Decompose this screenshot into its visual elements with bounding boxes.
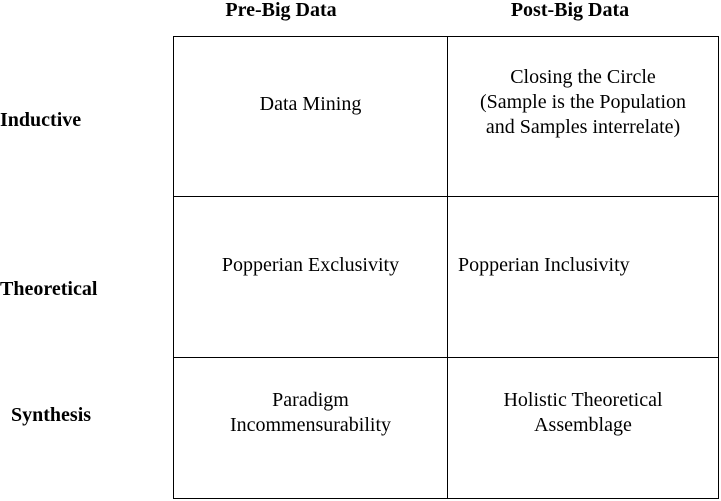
- cell-theoretical-post: [458, 253, 708, 278]
- cell-text-popperian-inclusivity: Popperian Inclusivity: [458, 254, 630, 276]
- cell-text-line: Assemblage: [534, 414, 632, 436]
- matrix-row-divider-2: [173, 357, 719, 358]
- cell-text-line: Paradigm: [272, 389, 349, 411]
- cell-inductive-post: [448, 65, 718, 140]
- cell-synthesis-post: [448, 388, 718, 438]
- row-header-theoretical: Theoretical: [0, 278, 98, 300]
- column-header-post-big-data: Post-Big Data: [510, 0, 630, 21]
- cell-inductive-pre: [174, 92, 447, 117]
- row-header-inductive: Inductive: [0, 109, 82, 131]
- matrix-row-divider-1: [173, 196, 719, 197]
- cell-synthesis-pre: [174, 388, 447, 438]
- cell-text-line: and Samples interrelate): [485, 116, 681, 138]
- cell-text-line: Holistic Theoretical: [503, 389, 663, 411]
- cell-text-line: Incommensurability: [229, 414, 392, 436]
- cell-text-popperian-exclusivity: Popperian Exclusivity: [221, 254, 400, 276]
- row-header-synthesis: Synthesis: [11, 404, 92, 426]
- cell-theoretical-pre: [174, 253, 447, 278]
- cell-text-line: (Sample is the Population: [479, 91, 687, 113]
- column-header-pre-big-data: Pre-Big Data: [225, 0, 337, 21]
- cell-text-line: Closing the Circle: [510, 66, 656, 88]
- cell-text-data-mining: Data Mining: [259, 93, 362, 115]
